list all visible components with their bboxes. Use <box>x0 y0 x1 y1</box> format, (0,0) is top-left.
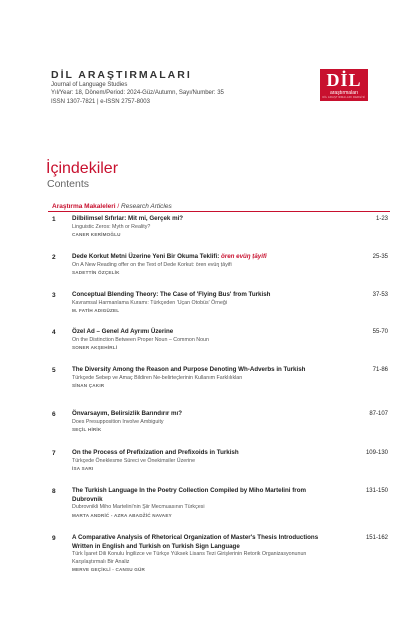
entry-translation: Dubrovnikli Miho Martelini'nin Şiir Mecmuasının Türkçesi <box>72 504 205 510</box>
entry-title[interactable]: Özel Ad – Genel Ad Ayrımı Üzerine <box>72 328 174 335</box>
entry-pages: 87-107 <box>369 411 388 417</box>
entry-authors: SONER AKŞEHİRLİ <box>72 345 118 350</box>
entry-pages: 37-53 <box>372 292 388 298</box>
entry-title[interactable]: The Turkish Language In the Poetry Collection Compiled by Miho Martelini from Dubrovnik <box>72 487 306 503</box>
entry-translation: On A New Reading offer on the Text of Dede Korkut: ören evüŋ ṭāyifi <box>72 261 232 268</box>
entry-authors: M. FATİH ADIGÜZEL <box>72 308 120 313</box>
entry-number: 1 <box>52 216 56 223</box>
entry-number: 3 <box>52 292 56 299</box>
journal-issn: ISSN 1307-7821 | e-ISSN 2757-8003 <box>51 99 150 105</box>
entry-number: 8 <box>52 488 56 495</box>
section-heading-tr: Araştırma Makaleleri <box>52 203 116 210</box>
section-heading-en: Research Articles <box>121 203 172 210</box>
entry-pages: 1-23 <box>375 216 388 222</box>
entry-number: 9 <box>52 535 56 542</box>
journal-issue: Yıl/Year: 18, Dönem/Period: 2024-Güz/Autumn, Sayı/Number: 35 <box>51 90 224 96</box>
journal-header <box>51 69 311 106</box>
logo-tagline: DİL ARAŞTIRMALARI DERGİSİ <box>322 96 366 99</box>
section-heading <box>52 202 172 211</box>
entry-authors: SİNAN ÇAKIR <box>72 383 105 388</box>
entry-pages: 71-86 <box>372 367 388 373</box>
entry-authors: SEÇİL HİRİK <box>72 427 102 432</box>
entry-authors: SADETTİN ÖZÇELİK <box>72 270 120 275</box>
journal-subtitle: Journal of Language Studies <box>51 82 128 88</box>
logo-subword: araştırmaları <box>329 90 359 96</box>
entry-authors: İSA SARI <box>72 466 94 471</box>
entry-number: 2 <box>52 254 56 261</box>
entry-translation: Türkçede Sebep ve Amaç Bildiren Ne-belirteçlerinin Kullanım Farklılıkları <box>72 374 243 381</box>
toc-title: İçindekiler <box>46 160 119 177</box>
entry-authors: MERVE GEÇİKLİ - CANSU GÜR <box>72 567 146 572</box>
journal-title: DİL ARAŞTIRMALARI <box>51 69 192 81</box>
entry-pages: 55-70 <box>372 329 388 335</box>
journal-logo <box>320 69 368 101</box>
entry-title[interactable]: A Comparative Analysis of Rhetorical Organization of Master's Thesis Introductions Written in English and Turkish on Turkish Sign Language <box>72 534 319 550</box>
entry-title[interactable]: Conceptual Blending Theory: The Case of 'Flying Bus' from Turkish <box>72 291 271 298</box>
section-heading-sep: / <box>117 203 120 210</box>
entry-translation: Kavramsal Harmanlama Kuramı: Türkçeden 'Uçan Otobüs' Örneği <box>72 299 228 306</box>
entry-translation: Does Presupposition Involve Ambiguity <box>72 418 164 425</box>
toc-subtitle: Contents <box>47 178 90 190</box>
entry-number: 4 <box>52 329 56 336</box>
entry-authors: MARTA ANDRİĆ - AZRA ABADŽİĆ NAVAEY <box>72 512 172 518</box>
entry-title[interactable]: On the Process of Prefixization and Prefixoids in Turkish <box>72 449 239 456</box>
entry-title[interactable]: Dilbilimsel Sıfırlar: Mit mi, Gerçek mi? <box>72 215 184 222</box>
logo-wordmark: DİL <box>326 70 362 90</box>
entry-translation: On the Distinction Between Proper Noun – Common Noun <box>72 336 209 343</box>
entry-title[interactable]: Önvarsayım, Belirsizlik Barındırır mı? <box>72 410 183 417</box>
entry-number: 5 <box>52 367 56 374</box>
entry-number: 6 <box>52 411 56 418</box>
entry-pages: 109-130 <box>365 450 388 456</box>
entry-authors: CANER KERİMOĞLU <box>72 232 121 237</box>
entry-pages: 131-150 <box>365 488 388 494</box>
entry-pages: 25-35 <box>372 254 388 260</box>
entry-number: 7 <box>52 450 56 457</box>
entry-pages: 151-162 <box>365 535 388 541</box>
entry-translation: Linguistic Zeros: Myth or Reality? <box>72 223 151 230</box>
entry-title-italic: ören evüŋ ṭāyifi <box>221 253 267 260</box>
entry-title[interactable]: Dede Korkut Metni Üzerine Yeni Bir Okuma Teklifi: ören evüŋ ṭāyifi <box>72 253 267 260</box>
entry-title[interactable]: The Diversity Among the Reason and Purpose Denoting Wh-Adverbs in Turkish <box>72 366 306 373</box>
section-divider <box>48 211 390 212</box>
entry-translation: Türk İşaret Dili Konulu İngilizce ve Türkçe Yüksek Lisans Tezi Girişlerinin Retorik Organizasyonunun Karşılaştırmalı Bir Analiz <box>72 551 307 565</box>
entry-translation: Türkçede Öneklesme Süreci ve Önekimsiler Üzerine <box>72 457 196 464</box>
